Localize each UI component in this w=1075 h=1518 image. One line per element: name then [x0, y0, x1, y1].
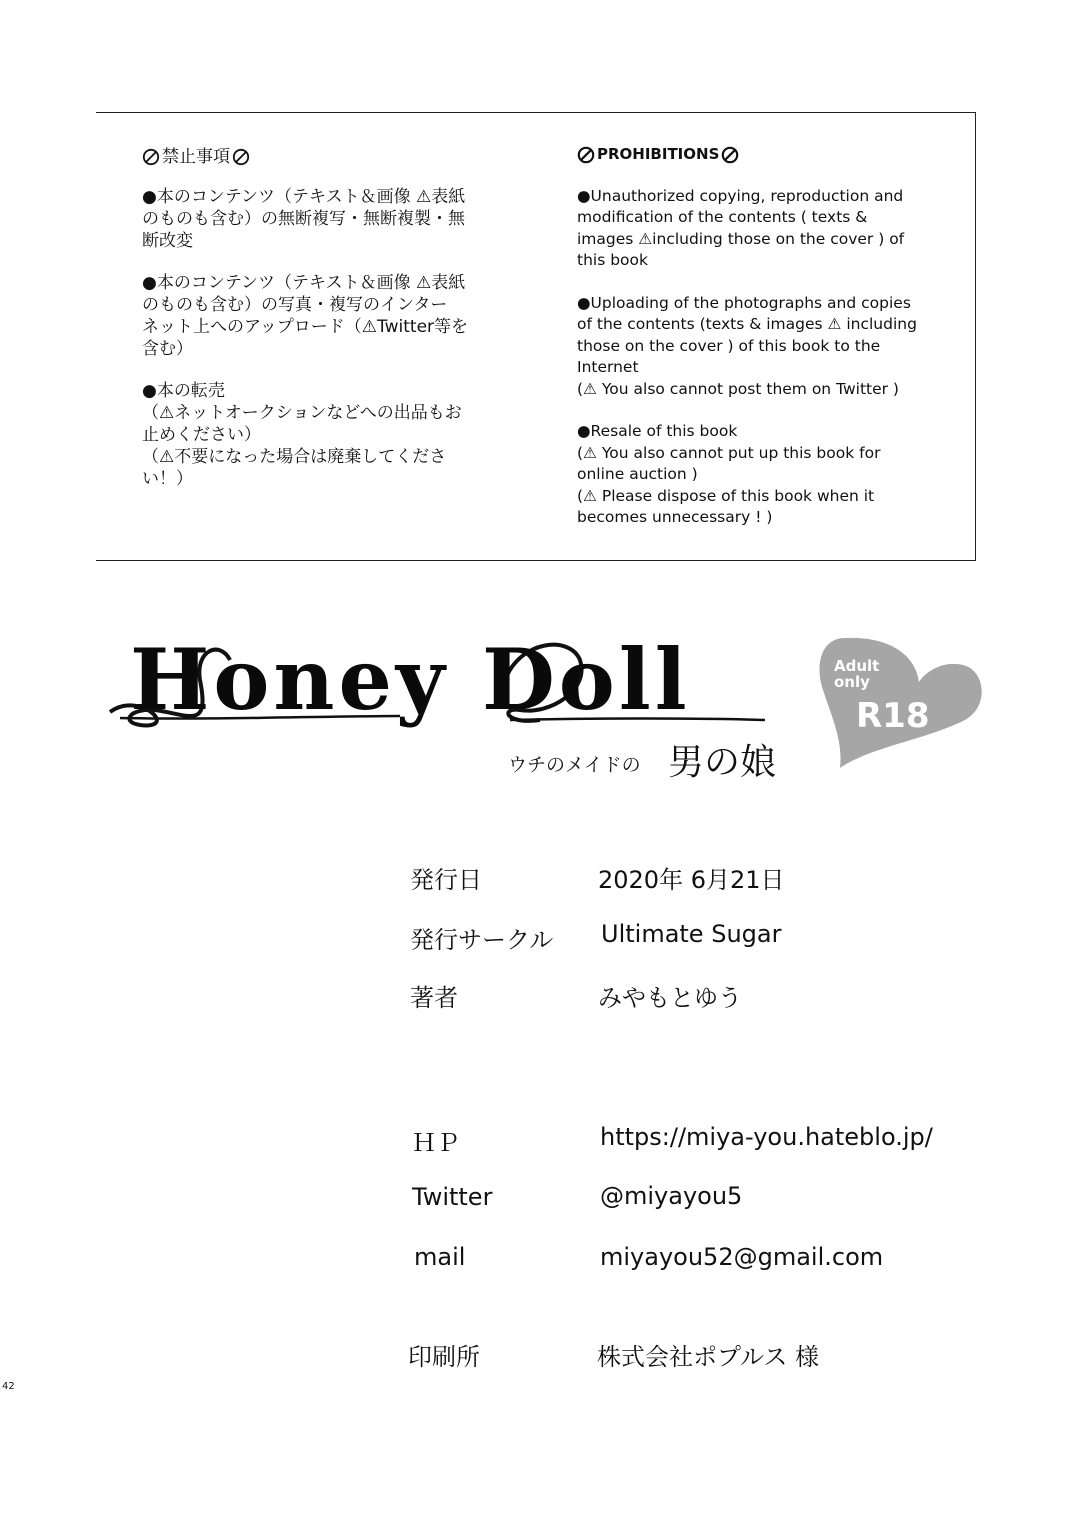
- logo-subtitle-small: ウチのメイドの: [508, 754, 641, 776]
- ban-icon: [721, 146, 739, 164]
- label-printer: 印刷所: [408, 1343, 480, 1371]
- page-number: 42: [2, 1381, 15, 1392]
- badge-adult-only: Adult only: [834, 657, 880, 691]
- value-publish-date: 2020年 6月21日: [598, 866, 785, 894]
- label-author: 著者: [410, 984, 458, 1012]
- jp-heading-text: 禁止事項: [162, 147, 230, 167]
- en-paragraph-copying: ●Unauthorized copying, reproduction and modification of the contents ( texts & images ⚠including those on the cover ) of this book: [577, 186, 905, 269]
- jp-heading: [142, 146, 522, 168]
- jp-paragraph-resale: ●本の転売 （⚠ネットオークションなどへの出品もお 止めください） （⚠不要になった場合は廃棄してくださ い！）: [142, 381, 462, 489]
- label-circle: 発行サークル: [410, 926, 554, 954]
- label-mail: mail: [414, 1243, 466, 1271]
- ban-icon: [142, 148, 160, 166]
- value-homepage: https://miya-you.hateblo.jp/: [600, 1123, 933, 1151]
- box-bottom-border: [96, 560, 976, 561]
- value-mail: miyayou52@gmail.com: [600, 1243, 884, 1271]
- jp-paragraph-copying: ●本のコンテンツ（テキスト＆画像 ⚠表紙 のものも含む）の無断複写・無断複製・無 断改変: [142, 187, 466, 251]
- label-homepage: ＨＰ: [412, 1129, 460, 1157]
- logo-subtitle-big: 男の娘: [668, 742, 777, 783]
- value-circle: Ultimate Sugar: [601, 920, 782, 948]
- logo-title: Honey Doll: [130, 630, 691, 729]
- badge-r18: R18: [856, 696, 930, 736]
- prohibitions-japanese: [142, 146, 522, 510]
- label-publish-date: 発行日: [410, 866, 482, 894]
- label-twitter: Twitter: [412, 1183, 493, 1211]
- en-paragraph-upload: ●Uploading of the photographs and copies of the contents (texts & images ⚠ including those on the cover ) of this book to the Internet (⚠ You also cannot post them on Twitter ): [577, 293, 917, 398]
- value-twitter: @miyayou5: [600, 1182, 743, 1210]
- en-paragraph-resale: ●Resale of this book (⚠ You also cannot put up this book for online auction ) (⚠ Please dispose of this book when it becomes unnecessary ! ): [577, 422, 881, 526]
- jp-paragraph-upload: ●本のコンテンツ（テキスト＆画像 ⚠表紙 のものも含む）の写真・複写のインター ネット上へのアップロード（⚠Twitter等を 含む）: [142, 273, 469, 359]
- en-heading-text: PROHIBITIONS: [597, 145, 720, 163]
- en-heading: [577, 144, 947, 166]
- value-printer: 株式会社ポプルス 様: [597, 1343, 819, 1371]
- ban-icon: [232, 148, 250, 166]
- prohibitions-english: [577, 144, 947, 550]
- value-author: みやもとゆう: [598, 984, 742, 1012]
- ban-icon: [577, 146, 595, 164]
